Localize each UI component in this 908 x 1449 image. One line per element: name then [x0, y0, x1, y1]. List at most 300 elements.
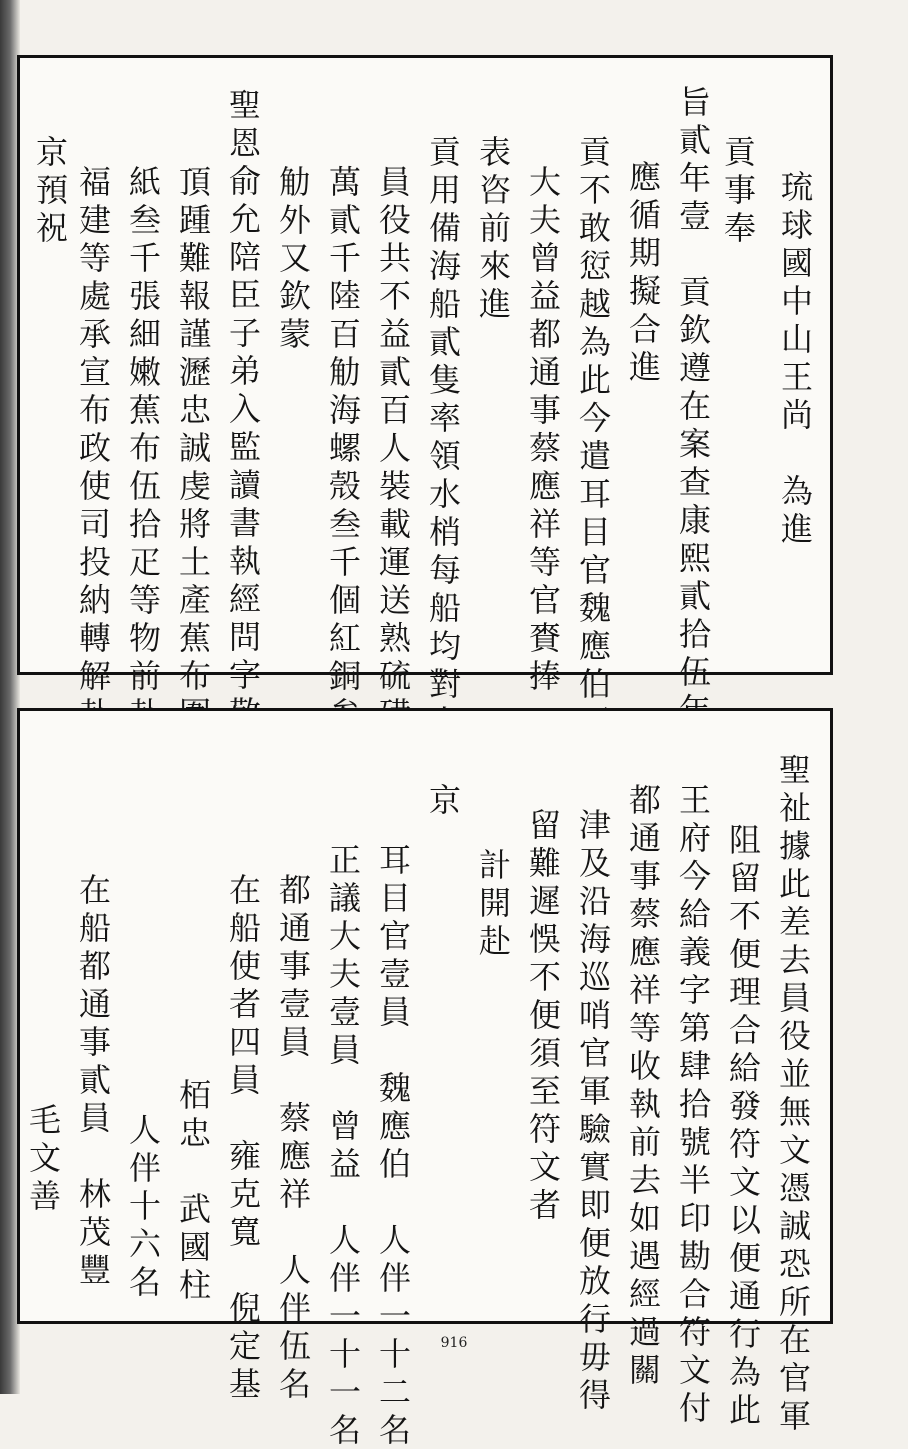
glyph: 陪	[228, 238, 261, 276]
glyph: 水	[428, 475, 461, 513]
glyph	[179, 1152, 211, 1190]
glyph: 柱	[178, 1266, 211, 1304]
text-column	[675, 83, 715, 767]
glyph: 通	[278, 909, 311, 947]
glyph: 拾	[678, 1085, 711, 1123]
glyph: 行	[578, 1300, 611, 1338]
text-column	[275, 163, 315, 353]
glyph: 今	[578, 399, 611, 437]
glyph: 應	[378, 1107, 411, 1145]
text-column	[625, 781, 665, 1389]
glyph: 符	[528, 1110, 561, 1148]
glyph: 京	[428, 781, 461, 819]
glyph: 遣	[578, 437, 611, 475]
glyph: 虔	[178, 467, 211, 505]
glyph: 員	[378, 163, 411, 201]
glyph: 貳	[678, 121, 711, 159]
glyph: 循	[628, 196, 661, 234]
glyph: 司	[78, 505, 111, 543]
glyph: 官	[578, 551, 611, 589]
glyph: 率	[428, 399, 461, 437]
glyph: 大	[328, 917, 361, 955]
glyph: 員	[78, 1099, 111, 1137]
text-column	[777, 168, 817, 548]
glyph: 進	[478, 285, 511, 323]
glyph: 細	[128, 315, 161, 353]
glyph: 開	[478, 884, 511, 922]
text-column	[575, 806, 615, 1414]
glyph: 員	[378, 993, 411, 1031]
text-column	[75, 163, 115, 733]
glyph: 千	[328, 239, 361, 277]
text-column	[425, 133, 465, 779]
glyph: 文	[678, 1351, 711, 1389]
glyph: 祝	[35, 209, 68, 247]
glyph: 陸	[328, 277, 361, 315]
glyph: 符	[678, 1313, 711, 1351]
glyph: 以	[728, 1201, 761, 1239]
glyph: 都	[278, 871, 311, 909]
glyph: 事	[723, 171, 756, 209]
glyph: 等	[528, 543, 561, 581]
glyph: 基	[228, 1365, 261, 1403]
glyph: 嫩	[128, 353, 161, 391]
glyph: 役	[378, 201, 411, 239]
glyph: 為	[578, 323, 611, 361]
glyph: 員	[228, 1061, 261, 1099]
glyph: 第	[678, 1009, 711, 1047]
text-column	[475, 133, 515, 323]
glyph: 官	[528, 581, 561, 619]
glyph: 又	[278, 239, 311, 277]
glyph: 茂	[78, 1213, 111, 1251]
glyph: 裝	[378, 467, 411, 505]
glyph: 欽	[678, 311, 711, 349]
glyph: 螺	[328, 429, 361, 467]
glyph: 布	[178, 657, 211, 695]
glyph: 執	[628, 1085, 661, 1123]
glyph: 年	[678, 159, 711, 197]
glyph: 哨	[578, 996, 611, 1034]
glyph: 給	[678, 895, 711, 933]
glyph: 便	[728, 1239, 761, 1277]
glyph: 使	[78, 467, 111, 505]
glyph: 差	[778, 903, 811, 941]
glyph: 者	[228, 985, 261, 1023]
text-column	[25, 1101, 65, 1215]
glyph: 目	[578, 513, 611, 551]
glyph: 蕉	[178, 619, 211, 657]
glyph: 半	[678, 1161, 711, 1199]
glyph: 咨	[478, 171, 511, 209]
glyph: 通	[528, 353, 561, 391]
glyph: 銅	[328, 657, 361, 695]
glyph: 物	[128, 619, 161, 657]
glyph: 拾	[128, 505, 161, 543]
glyph: 伴	[128, 1149, 161, 1187]
glyph: 產	[178, 581, 211, 619]
text-column	[375, 163, 415, 771]
top-document-panel	[17, 55, 833, 703]
glyph: 府	[678, 819, 711, 857]
glyph: 土	[178, 543, 211, 581]
glyph: 倪	[228, 1289, 261, 1327]
glyph: 弟	[228, 352, 261, 390]
glyph: 壹	[278, 985, 311, 1023]
glyph	[379, 1183, 411, 1221]
glyph: 都	[78, 947, 111, 985]
glyph: 等	[628, 1009, 661, 1047]
glyph: 千	[328, 543, 361, 581]
glyph: 人	[328, 1221, 361, 1259]
glyph: 毛	[28, 1101, 61, 1139]
glyph: 武	[178, 1190, 211, 1228]
glyph: 臣	[228, 276, 261, 314]
glyph: 津	[578, 806, 611, 844]
glyph: 貳	[678, 577, 711, 615]
glyph: 伴	[378, 1259, 411, 1297]
glyph: 越	[578, 285, 611, 323]
glyph: 名	[378, 1411, 411, 1449]
glyph: 便	[578, 1224, 611, 1262]
glyph: 用	[428, 171, 461, 209]
glyph: 貢	[678, 273, 711, 311]
glyph	[329, 1183, 361, 1221]
glyph: 誠	[178, 429, 211, 467]
glyph: 送	[378, 581, 411, 619]
glyph: 國	[780, 244, 813, 282]
glyph: 熙	[678, 539, 711, 577]
glyph: 前	[628, 1123, 661, 1161]
glyph: 義	[678, 933, 711, 971]
glyph: 康	[678, 501, 711, 539]
glyph: 均	[428, 627, 461, 665]
glyph: 解	[78, 657, 111, 695]
glyph	[279, 1061, 311, 1099]
glyph: 備	[428, 209, 461, 247]
glyph: 關	[628, 1351, 661, 1389]
glyph	[379, 1031, 411, 1069]
glyph: 據	[778, 827, 811, 865]
glyph	[329, 1069, 361, 1107]
glyph: 者	[528, 1186, 561, 1224]
glyph: 難	[528, 844, 561, 882]
glyph: 尚	[780, 396, 813, 434]
glyph: 都	[528, 315, 561, 353]
glyph: 為	[728, 1353, 761, 1391]
glyph: 應	[628, 933, 661, 971]
glyph: 十	[378, 1335, 411, 1373]
glyph: 旨	[678, 83, 711, 121]
glyph: 觔	[278, 163, 311, 201]
glyph: 期	[628, 234, 661, 272]
glyph: 福	[78, 163, 111, 201]
glyph	[781, 434, 813, 472]
glyph: 十	[128, 1187, 161, 1225]
glyph: 官	[778, 1359, 811, 1397]
glyph: 十	[328, 1335, 361, 1373]
glyph: 合	[678, 1275, 711, 1313]
glyph: 進	[780, 510, 813, 548]
glyph: 聖	[778, 751, 811, 789]
text-column	[275, 871, 315, 1403]
glyph: 叁	[328, 505, 361, 543]
glyph: 此	[728, 1391, 761, 1429]
glyph: 計	[478, 846, 511, 884]
text-column	[325, 163, 365, 771]
glyph: 大	[528, 163, 561, 201]
glyph: 納	[78, 581, 111, 619]
glyph: 監	[228, 428, 261, 466]
glyph: 觔	[328, 353, 361, 391]
glyph: 克	[228, 1175, 261, 1213]
glyph: 伯	[578, 665, 611, 703]
glyph: 定	[228, 1327, 261, 1365]
glyph: 雍	[228, 1137, 261, 1175]
glyph: 在	[678, 387, 711, 425]
glyph: 蒙	[278, 315, 311, 353]
glyph: 書	[228, 504, 261, 542]
glyph: 遲	[528, 882, 561, 920]
glyph: 留	[728, 859, 761, 897]
text-column	[125, 163, 165, 733]
glyph: 六	[128, 1225, 161, 1263]
glyph: 勘	[678, 1237, 711, 1275]
glyph: 布	[78, 391, 111, 429]
glyph: 貳	[328, 201, 361, 239]
glyph: 殼	[328, 467, 361, 505]
glyph: 伍	[278, 1327, 311, 1365]
glyph: 合	[728, 1011, 761, 1049]
text-column	[325, 841, 365, 1449]
glyph: 栢	[178, 1076, 211, 1114]
glyph: 事	[78, 1023, 111, 1061]
glyph: 預	[35, 171, 68, 209]
glyph: 貢	[723, 133, 756, 171]
glyph: 及	[578, 844, 611, 882]
glyph	[679, 235, 711, 273]
text-column	[32, 133, 72, 247]
glyph: 建	[78, 201, 111, 239]
text-column	[675, 781, 715, 1427]
glyph: 前	[128, 657, 161, 695]
glyph: 文	[728, 1163, 761, 1201]
glyph: 琉	[780, 168, 813, 206]
glyph: 名	[278, 1365, 311, 1403]
glyph: 今	[678, 857, 711, 895]
glyph: 轉	[78, 619, 111, 657]
glyph: 通	[78, 985, 111, 1023]
glyph: 議	[328, 879, 361, 917]
glyph: 無	[778, 1093, 811, 1131]
glyph: 應	[578, 627, 611, 665]
glyph: 伍	[678, 653, 711, 691]
glyph: 忠	[178, 1114, 211, 1152]
text-column	[525, 806, 565, 1224]
glyph: 百	[328, 315, 361, 353]
glyph: 布	[128, 429, 161, 467]
glyph: 事	[528, 391, 561, 429]
glyph: 等	[128, 581, 161, 619]
text-column	[225, 871, 265, 1403]
text-column	[625, 158, 665, 386]
glyph: 悞	[528, 920, 561, 958]
glyph	[279, 1213, 311, 1251]
glyph: 貳	[378, 353, 411, 391]
glyph: 應	[628, 158, 661, 196]
glyph: 船	[428, 589, 461, 627]
glyph: 祥	[528, 505, 561, 543]
glyph: 領	[428, 437, 461, 475]
glyph: 名	[128, 1263, 161, 1301]
glyph: 王	[780, 358, 813, 396]
glyph: 不	[378, 277, 411, 315]
glyph: 山	[780, 320, 813, 358]
glyph: 船	[428, 285, 461, 323]
glyph: 經	[228, 580, 261, 618]
glyph: 千	[128, 239, 161, 277]
glyph: 壹	[378, 955, 411, 993]
glyph: 宣	[78, 353, 111, 391]
glyph: 阻	[728, 821, 761, 859]
glyph: 隻	[428, 361, 461, 399]
glyph: 憑	[778, 1169, 811, 1207]
glyph: 蔡	[278, 1099, 311, 1137]
glyph: 將	[178, 505, 211, 543]
glyph: 紙	[128, 163, 161, 201]
glyph: 善	[28, 1177, 61, 1215]
glyph: 叁	[128, 201, 161, 239]
glyph: 來	[478, 247, 511, 285]
glyph: 恐	[778, 1245, 811, 1283]
glyph: 夫	[328, 955, 361, 993]
glyph: 謹	[178, 315, 211, 353]
glyph: 益	[328, 1145, 361, 1183]
glyph: 豐	[78, 1251, 111, 1289]
glyph: 員	[278, 1023, 311, 1061]
glyph: 共	[378, 239, 411, 277]
glyph: 熟	[378, 619, 411, 657]
glyph: 通	[628, 819, 661, 857]
glyph: 忠	[178, 391, 211, 429]
glyph: 毋	[578, 1338, 611, 1376]
glyph: 役	[778, 1017, 811, 1055]
glyph: 不	[728, 897, 761, 935]
glyph: 硫	[378, 657, 411, 695]
glyph: 事	[628, 857, 661, 895]
glyph: 文	[528, 1148, 561, 1186]
glyph: 實	[578, 1148, 611, 1186]
glyph: 誠	[778, 1207, 811, 1245]
glyph: 曾	[528, 239, 561, 277]
glyph: 印	[678, 1199, 711, 1237]
glyph: 進	[628, 348, 661, 386]
glyph: 應	[528, 467, 561, 505]
glyph: 壹	[328, 993, 361, 1031]
text-column	[475, 846, 515, 960]
glyph: 王	[678, 781, 711, 819]
glyph: 益	[378, 315, 411, 353]
glyph: 拾	[678, 615, 711, 653]
text-column	[720, 133, 760, 247]
glyph: 應	[278, 1137, 311, 1175]
glyph: 所	[778, 1283, 811, 1321]
glyph: 壹	[678, 197, 711, 235]
glyph: 貳	[78, 1061, 111, 1099]
glyph: 放	[578, 1262, 611, 1300]
glyph: 伯	[378, 1145, 411, 1183]
glyph: 發	[728, 1087, 761, 1125]
glyph: 瀝	[178, 353, 211, 391]
glyph	[229, 1251, 261, 1289]
glyph: 耳	[378, 841, 411, 879]
glyph: 軍	[578, 1072, 611, 1110]
glyph: 一	[328, 1373, 361, 1411]
glyph: 符	[728, 1125, 761, 1163]
glyph: 案	[678, 425, 711, 463]
glyph: 蕉	[128, 391, 161, 429]
glyph: 查	[678, 463, 711, 501]
glyph: 中	[780, 282, 813, 320]
glyph: 留	[528, 806, 561, 844]
glyph: 此	[578, 361, 611, 399]
glyph: 貢	[428, 133, 461, 171]
glyph: 在	[778, 1321, 811, 1359]
glyph: 魏	[378, 1069, 411, 1107]
glyph: 政	[78, 429, 111, 467]
glyph: 承	[78, 315, 111, 353]
glyph: 貢	[578, 133, 611, 171]
glyph: 愆	[578, 247, 611, 285]
text-column	[175, 163, 215, 771]
glyph: 去	[778, 941, 811, 979]
glyph: 踵	[178, 201, 211, 239]
glyph: 林	[78, 1175, 111, 1213]
text-column	[75, 871, 115, 1289]
glyph: 肆	[678, 1047, 711, 1085]
glyph: 表	[478, 133, 511, 171]
glyph: 一	[328, 1297, 361, 1335]
glyph: 一	[378, 1297, 411, 1335]
glyph: 不	[528, 958, 561, 996]
glyph: 貳	[428, 323, 461, 361]
page-number: 916	[440, 1335, 468, 1351]
glyph: 官	[378, 917, 411, 955]
glyph: 讀	[228, 466, 261, 504]
glyph: 在	[228, 871, 261, 909]
glyph: 允	[228, 200, 261, 238]
glyph: 執	[228, 542, 261, 580]
text-column	[425, 781, 465, 819]
text-column	[175, 1076, 215, 1304]
glyph: 伴	[278, 1289, 311, 1327]
glyph: 個	[328, 581, 361, 619]
glyph: 在	[78, 871, 111, 909]
glyph: 海	[428, 247, 461, 285]
glyph: 軍	[778, 1397, 811, 1435]
glyph: 載	[378, 505, 411, 543]
glyph: 恩	[228, 124, 261, 162]
glyph: 處	[78, 277, 111, 315]
glyph: 耳	[578, 475, 611, 513]
glyph: 子	[228, 314, 261, 352]
glyph	[229, 1099, 261, 1137]
text-column	[525, 163, 565, 695]
glyph: 如	[628, 1199, 661, 1237]
glyph: 員	[778, 979, 811, 1017]
glyph: 人	[378, 429, 411, 467]
glyph: 問	[228, 618, 261, 656]
